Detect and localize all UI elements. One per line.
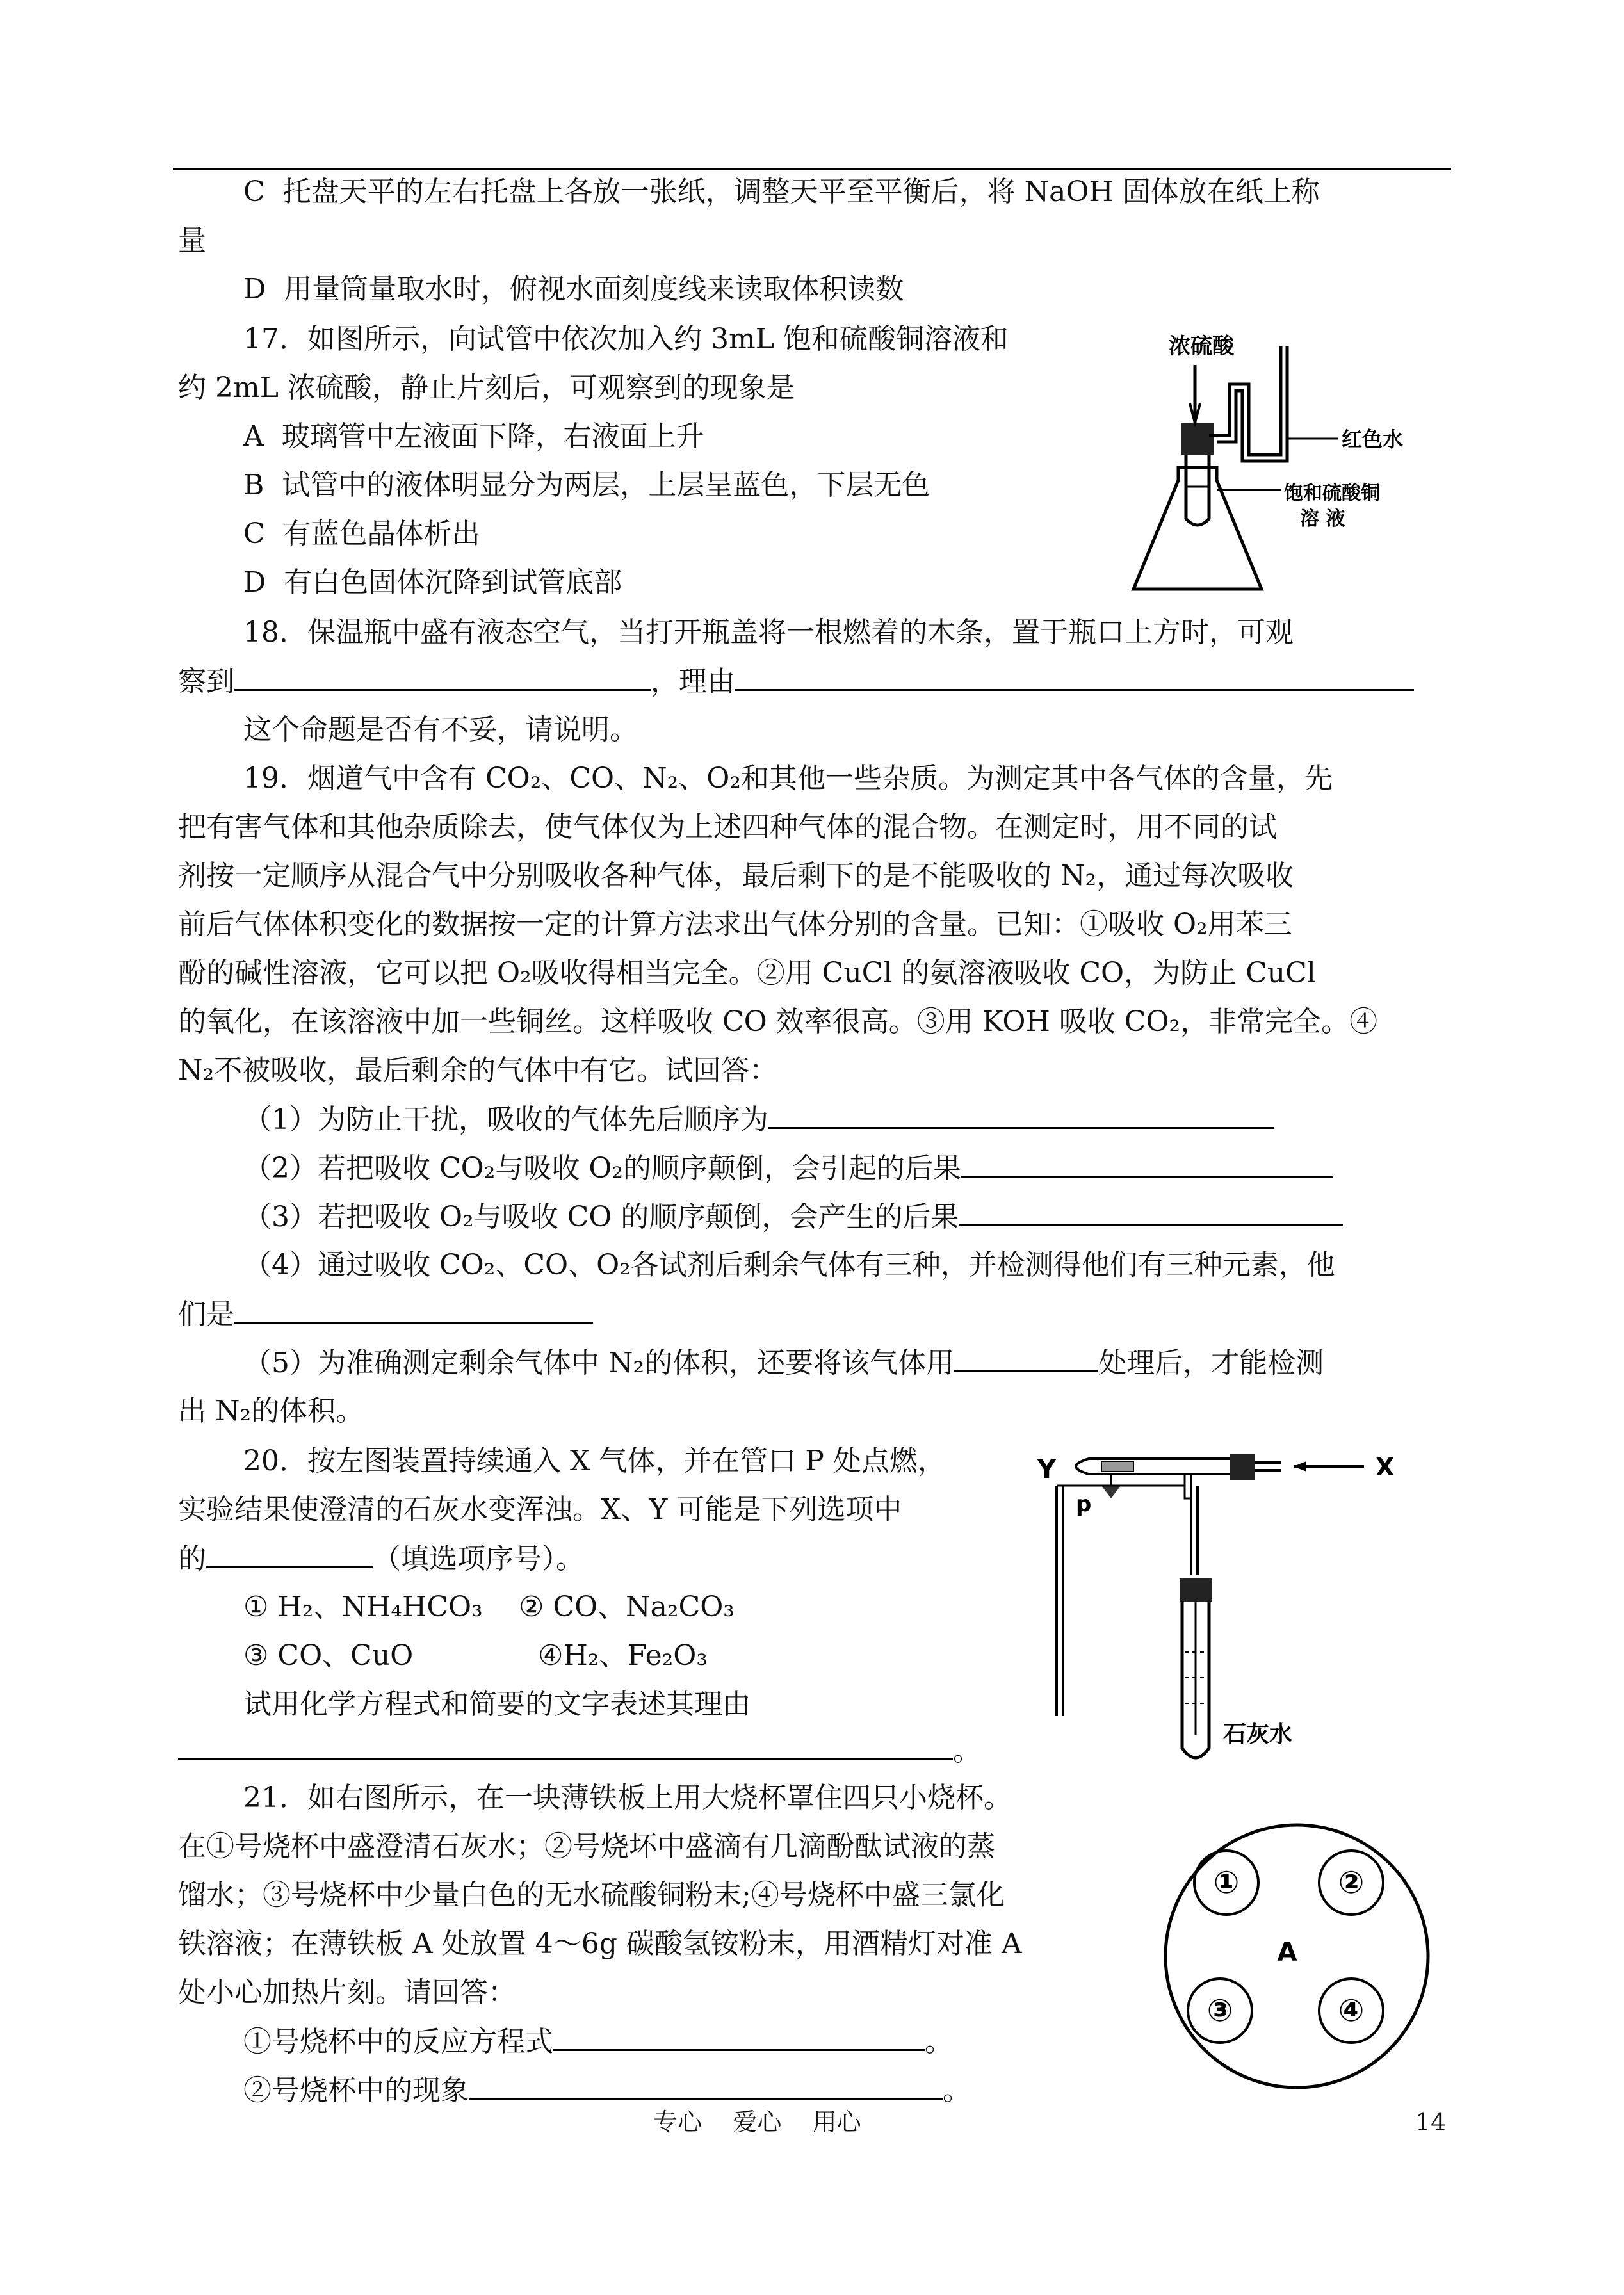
- q18-stem-line2: [178, 663, 1414, 700]
- q20-apparatus-figure: [1037, 1447, 1434, 1767]
- q19-sub3-blank[interactable]: [959, 1199, 1343, 1226]
- q18-note: 这个命题是否有不妥，请说明。: [243, 713, 638, 746]
- q21-line1: 21．如右图所示，在一块薄铁板上用大烧杯罩住四只小烧杯。: [243, 1781, 1012, 1814]
- q20-explain: 试用化学方程式和简要的文字表述其理由: [243, 1688, 751, 1721]
- q20-label-y: Y: [1037, 1455, 1056, 1484]
- q19-sub5-blank[interactable]: [954, 1345, 1098, 1372]
- q20-label-lime-water: 石灰水: [1223, 1721, 1293, 1748]
- q18-reason-blank[interactable]: [735, 663, 1414, 691]
- q19-line4: 前后气体体积变化的数据按一定的计算方法求出气体分别的含量。已知：①吸收 O₂用苯三: [178, 908, 1292, 941]
- q19-sub5-text-after: 处理后，才能检测: [1098, 1347, 1324, 1379]
- q17-label-cuso4-1: 饱和硫酸铜: [1284, 482, 1380, 505]
- q21-beaker-3-label: ③: [1206, 1993, 1233, 2029]
- q19-sub5-line1: [243, 1345, 1324, 1381]
- q17-stem-line2: 约 2mL 浓硫酸，静止片刻后，可观察到的现象是: [178, 371, 795, 404]
- q20-stem-line3: [178, 1541, 584, 1577]
- q17-label-acid: 浓硫酸: [1169, 334, 1234, 359]
- q19-line7: N₂不被吸收，最后剩余的气体中有它。试回答：: [178, 1054, 778, 1087]
- q17-option-a: A 玻璃管中左液面下降，右液面上升: [243, 420, 704, 453]
- q20-option-3: ③ CO、CuO: [243, 1639, 414, 1672]
- q17-option-b: B 试管中的液体明显分为两层，上层呈蓝色，下层无色: [243, 469, 930, 501]
- q20-stem3-text: 的: [178, 1543, 206, 1575]
- q20-stem3-text-after: （填选项序号）。: [373, 1543, 584, 1575]
- q16-option-c-line2: 量: [178, 224, 206, 257]
- q19-sub4-line1: （4）通过吸收 CO₂、CO、O₂各试剂后剩余气体有三种，并检测得他们有三种元素，他: [243, 1249, 1335, 1281]
- q21-beaker-4-label: ④: [1338, 1993, 1365, 2029]
- q19-sub1: [243, 1101, 1274, 1138]
- q21-answer1: [243, 2023, 953, 2060]
- q19-sub5-text: （5）为准确测定剩余气体中 N₂的体积，还要将该气体用: [243, 1347, 955, 1379]
- q17-apparatus-figure: [1114, 327, 1447, 608]
- page-number: 14: [1415, 2108, 1447, 2136]
- header-rule: [173, 168, 1451, 170]
- q19-line3: 剂按一定顺序从混合气中分别吸收各种气体，最后剩下的是不能吸收的 N₂，通过每次吸收: [178, 859, 1294, 892]
- q17-option-c: C 有蓝色晶体析出: [243, 517, 480, 550]
- q20-label-x: X: [1376, 1453, 1395, 1481]
- q20-end-mark: 。: [953, 1735, 981, 1767]
- q20-answer-blank[interactable]: [206, 1541, 373, 1568]
- q20-label-p: p: [1076, 1491, 1092, 1517]
- q19-sub1-blank[interactable]: [768, 1101, 1274, 1129]
- q21-line4: 铁溶液；在薄铁板 A 处放置 4～6g 碳酸氢铵粉末，用酒精灯对准 A: [178, 1927, 1022, 1960]
- q21-answer2: [243, 2072, 971, 2109]
- q19-line1: 19．烟道气中含有 CO₂、CO、N₂、O₂和其他一些杂质。为测定其中各气体的含量，先: [243, 762, 1333, 795]
- q18-observe-label: 察到: [178, 665, 234, 698]
- q17-label-cuso4-2: 溶 液: [1300, 508, 1345, 530]
- q21-answer2-text: ②号烧杯中的现象: [243, 2074, 469, 2107]
- q21-line5: 处小心加热片刻。请回答：: [178, 1976, 516, 2009]
- q21-answer1-blank[interactable]: [553, 2023, 925, 2051]
- q17-option-d: D 有白色固体沉降到试管底部: [243, 566, 622, 599]
- q20-option-2: ② CO、Na₂CO₃: [519, 1591, 735, 1623]
- q16-option-c-line1: C 托盘天平的左右托盘上各放一张纸，调整天平至平衡后，将 NaOH 固体放在纸上称: [243, 175, 1320, 208]
- q19-sub5-line2: 出 N₂的体积。: [178, 1395, 364, 1427]
- q20-stem-line2: 实验结果使澄清的石灰水变浑浊。X、Y 可能是下列选项中: [178, 1493, 902, 1526]
- q21-line2: 在①号烧杯中盛澄清石灰水；②号烧坏中盛滴有几滴酚酞试液的蒸: [178, 1830, 995, 1863]
- q20-explain-answer: [178, 1733, 981, 1769]
- q18-stem-line1: 18．保温瓶中盛有液态空气，当打开瓶盖将一根燃着的木条，置于瓶口上方时，可观: [243, 616, 1294, 649]
- q20-option-1: ① H₂、NH₄HCO₃: [243, 1591, 483, 1623]
- q19-sub1-text: （1）为防止干扰，吸收的气体先后顺序为: [243, 1103, 768, 1136]
- q18-observe-blank[interactable]: [234, 663, 651, 691]
- q21-beaker-diagram: [1159, 1819, 1434, 2094]
- footer-motto: 专心 爱心 用心: [653, 2108, 861, 2136]
- q19-sub4-blank[interactable]: [234, 1296, 593, 1324]
- q19-sub2-blank[interactable]: [961, 1150, 1333, 1178]
- q17-stem-line1: 17．如图所示，向试管中依次加入约 3mL 饱和硫酸铜溶液和: [243, 323, 1009, 355]
- q21-answer1-end: 。: [925, 2025, 953, 2058]
- q21-beaker-2-label: ②: [1338, 1865, 1365, 1901]
- q20-stem-line1: 20．按左图装置持续通入 X 气体，并在管口 P 处点燃，: [243, 1445, 946, 1477]
- q20-option-4: ④H₂、Fe₂O₃: [538, 1639, 708, 1672]
- q21-answer1-text: ①号烧杯中的反应方程式: [243, 2025, 553, 2058]
- q21-point-a-label: A: [1277, 1938, 1297, 1967]
- q19-line2: 把有害气体和其他杂质除去，使气体仅为上述四种气体的混合物。在测定时，用不同的试: [178, 811, 1277, 843]
- q19-sub3: [243, 1199, 1343, 1235]
- q21-answer2-end: 。: [943, 2074, 971, 2107]
- q16-option-d: D 用量筒量取水时，俯视水面刻度线来读取体积读数: [243, 273, 904, 305]
- q17-label-red-water: 红色水: [1342, 427, 1404, 451]
- q18-reason-label: ，理由: [651, 665, 735, 698]
- q19-sub4-line2: [178, 1296, 593, 1333]
- q19-sub4-text: 们是: [178, 1298, 234, 1331]
- q21-beaker-1-label: ①: [1213, 1865, 1240, 1901]
- q19-line6: 的氧化，在该溶液中加一些铜丝。这样吸收 CO 效率很高。③用 KOH 吸收 CO₂，非常完全。④: [178, 1005, 1378, 1038]
- q19-sub2: [243, 1150, 1333, 1187]
- q20-explain-blank[interactable]: [178, 1733, 953, 1760]
- q19-sub3-text: （3）若把吸收 O₂与吸收 CO 的顺序颠倒，会产生的后果: [243, 1201, 959, 1233]
- q19-sub2-text: （2）若把吸收 CO₂与吸收 O₂的顺序颠倒，会引起的后果: [243, 1152, 962, 1185]
- q21-line3: 馏水；③号烧杯中少量白色的无水硫酸铜粉末;④号烧杯中盛三氯化: [178, 1879, 1005, 1911]
- q21-answer2-blank[interactable]: [469, 2072, 943, 2100]
- q19-line5: 酚的碱性溶液，它可以把 O₂吸收得相当完全。②用 CuCl 的氨溶液吸收 CO，为防止 CuCl: [178, 957, 1316, 989]
